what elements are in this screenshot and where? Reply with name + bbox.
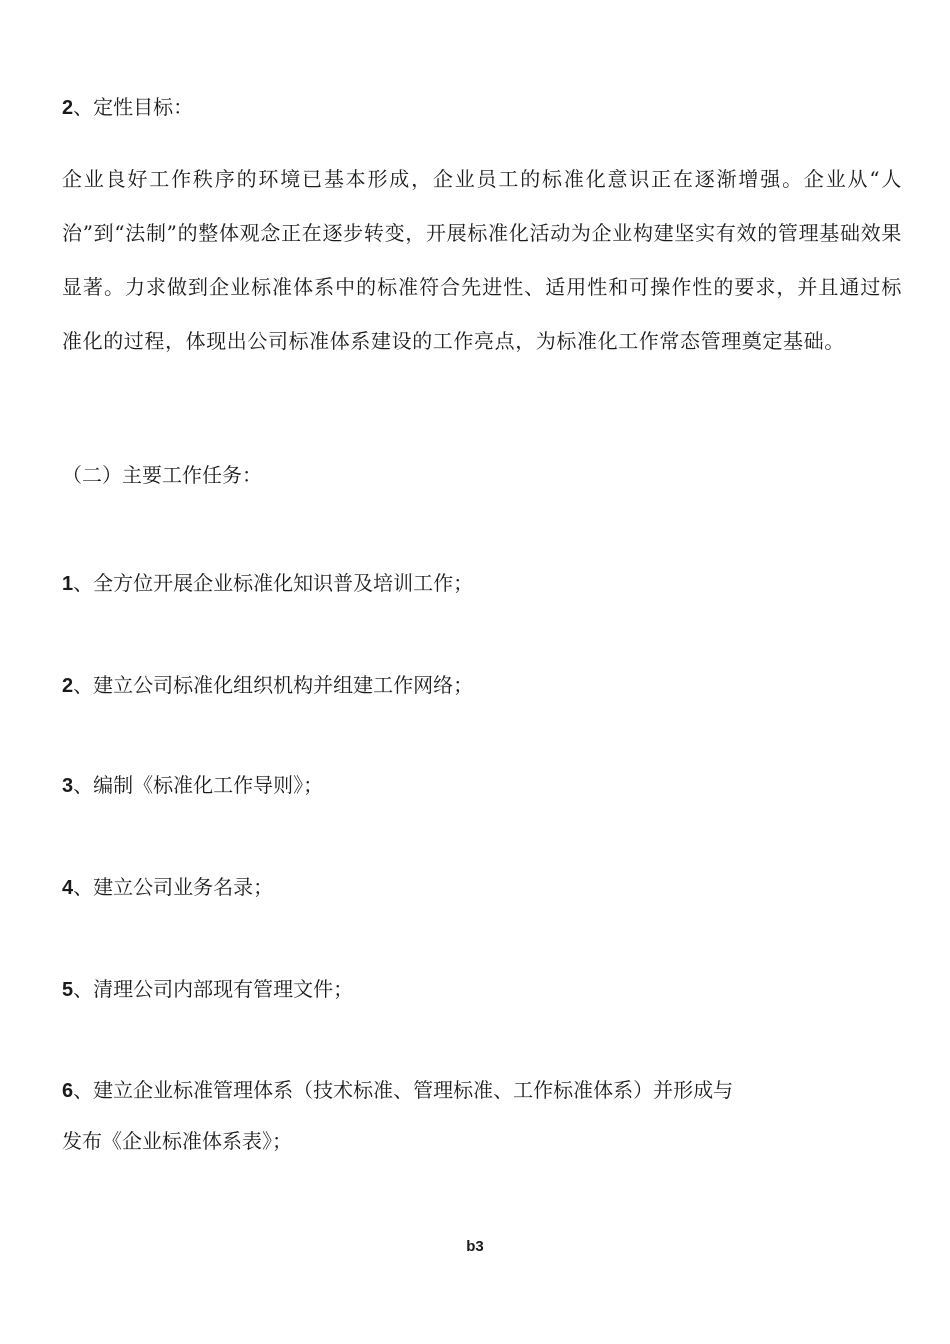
task-item-2 <box>62 675 473 696</box>
task-item-6 <box>62 1080 733 1101</box>
task-item-1 <box>62 573 473 594</box>
task-number: 3 <box>62 775 74 797</box>
task-item-5 <box>62 979 353 1000</box>
task-item-4 <box>62 877 273 898</box>
task-item-6-continuation: 发布《企业标准体系表》； <box>62 1129 292 1153</box>
task-number: 1 <box>62 573 74 595</box>
goal-heading-number: 2 <box>62 97 74 119</box>
goal-heading <box>62 97 193 118</box>
task-text: 、建立公司标准化组织机构并组建工作网络； <box>73 673 474 697</box>
task-number: 4 <box>62 877 74 899</box>
task-text: 、全方位开展企业标准化知识普及培训工作； <box>73 571 474 595</box>
goal-paragraph: 企业良好工作秩序的环境已基本形成，企业员工的标准化意识正在逐渐增强。企业从“人治”到“法制”的整体观念正在逐步转变，开展标准化活动为企业构建坚实有效的管理基础效果显著。力求做到企业标准体系中的标准符合先进性、适用性和可操作性的要求，并且通过标准化的过程，体现出公司标准体系建设的工作亮点，为标准化工作常态管理奠定基础。 <box>62 167 902 353</box>
task-text: 、建立企业标准管理体系（技术标准、管理标准、工作标准体系）并形成与 <box>73 1078 734 1102</box>
page-number: b3 <box>466 1238 484 1255</box>
task-item-3 <box>62 775 323 796</box>
task-text: 、编制《标准化工作导则》； <box>73 773 324 797</box>
task-number: 2 <box>62 675 74 697</box>
goal-heading-label: 、定性目标： <box>73 95 194 119</box>
task-number: 6 <box>62 1080 74 1102</box>
task-text: 、建立公司业务名录； <box>73 875 274 899</box>
task-number: 5 <box>62 979 74 1001</box>
tasks-heading: （二）主要工作任务： <box>62 463 262 487</box>
task-text: 、清理公司内部现有管理文件； <box>73 977 354 1001</box>
